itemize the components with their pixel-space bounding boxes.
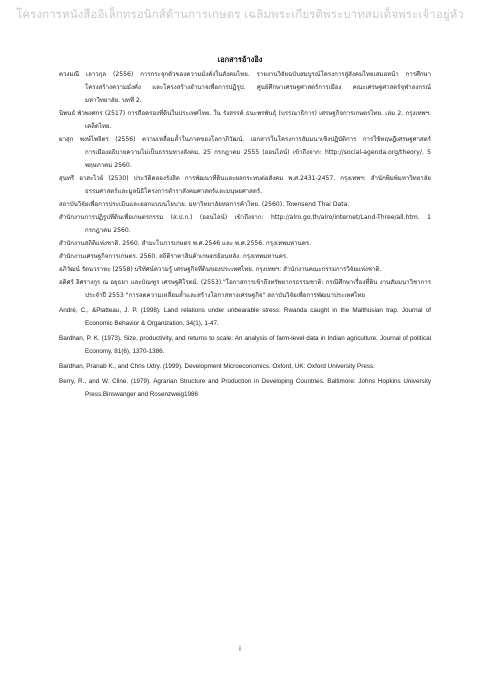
reference-item: ผาสุก พงษ์ไพจิตร (2556) ความเหลื่อมล้ำในภาคของโลกาภิวัฒน์. เอกสารในโครงการสัมมนาเชิงปฏิบัติการ การใช้ทฤษฎีเศรษฐศาสตร์การเมืองอธิบายความไม่เป็นธรรมทางสังคม, 25 กรกฎาคม 2555 (ออนไลน์) เข้าถึงจาก: http://social-agenda.org/theory/. 5 พฤษภาคม 2560. — [59, 136, 431, 169]
reference-item: สำนักงานสถิติแห่งชาติ. 2560. สำมะโนการเกษตร พ.ศ.2546 และ พ.ศ.2556. กรุงเทพมหานคร. — [59, 240, 312, 247]
reference-item: Bardhan, P. K. (1973). Size, productivity, and returns to scale: An analysis of farm-level data in Indian agriculture. Journal of political Economy, 81(6), 1370-1386. — [59, 335, 431, 355]
page-header: โครงการหนังสืออิเล็กทรอนิกส์ด้านการเกษตร เฉลิมพระเกียรติพระบาทสมเด็จพระเจ้าอยู่หัว — [16, 7, 464, 21]
section-title: เอกสารอ้างอิง — [217, 55, 263, 64]
reference-item: สถาบันวิจัยเพื่อการประเมินและออกแบบนโยบาย. มหาวิทยาลัยหอการค้าไทย. (2560). Townsend Thai Data. — [59, 201, 350, 208]
reference-item: ควงมณี เลาวกุล (2556) การกระจุกตัวของความมั่งคั่งในสังคมไทย. รายงานวิจัยฉบับสมบูรณ์โครงการสู่สังคมไทยเสมอหน้า การศึกษาโครงสร้างความมั่งคั่ง และโครงสร้างอำนาจเพื่อการปฏิรูป. ศูนย์ศึกษาเศรษฐศาสตร์การเมือง คณะเศรษฐศาสตร์จุฬาลงกรณ์มหาวิทยาลัย. บทที่ 2. — [59, 71, 431, 104]
reference-item: Bardhan, Pranab K., and Chris Udry. (1999). Development Microeconomics. Oxford, UK: Oxford University Press. — [59, 363, 375, 370]
page-number: i — [239, 645, 241, 653]
reference-item: André, C., &Platteau, J. P. (1998). Land relations under unbearable stress: Rwanda caught in the Malthusian trap. Journal of Economic Behavior & Organization, 34(1), 1-47. — [59, 307, 431, 327]
reference-item: สำนักงานการปฏิรูปที่ดินเพื่อเกษตรกรรม (ส.ป.ก.) (ออนไลน์) เข้าถึงจาก: http://alro.go.th/alro/internet/Land-Three/all.htm. 1 กรกฎาคม 2560. — [59, 214, 431, 234]
reference-item: Berry, R., and W. Cline. (1979). Agrarian Structure and Production in Developing Countries. Baltimore: Johns Hopkins University Press.Binswanger and Rosenzweig1986 — [59, 378, 431, 398]
reference-item: อดิศร์ อิศรางกูร ณ อยุธยา และบัณฑูร เศรษฐศิโรตม์. (2553)."โอกาสการเข้าถึงทรัพยากรธรรมชาติ: กรณีศึกษาเรื่องที่ดิน งานสัมมนาวิชาการประจำปี 2553 "การลดความเหลื่อมล้ำและสร้างโอกาสทางเศรษฐกิจ" สถาบันวิจัยเพื่อการพัฒนาประเทศไทย — [59, 279, 431, 299]
reference-item: สำนักงานเศรษฐกิจการเกษตร. 2560. สถิติราคาสินค้าเกษตรย้อนหลัง. กรุงเทพมหานคร. — [59, 253, 289, 260]
reference-item: สุนทรี อาสะไวย์ (2530) ประวัติคลองรังสิต การพัฒนาที่ดินและผลกระทบต่อสังคม พ.ศ.2431-2457. กรุงเทพฯ: สำนักพิมพ์มหาวิทยาลัยธรรมศาสตร์และมูลนิธิโครงการตำราสังคมศาสตร์และมนุษยศาสตร์. — [59, 175, 431, 195]
reference-item: อภิวัฒน์ รัตนวราหะ (2558) บริทัศน์ความรู้ เศรษฐกิจที่ดินของประเทศไทย. กรุงเทพฯ: สำนักงานคณะกรรมการวิจัยแห่งชาติ. — [59, 266, 382, 273]
reference-item: นิพนธ์ พัวพงศกร (2517) การถือครองที่ดินในประเทศไทย. ใน รังสรรค์ ธนะพรพันธุ์ (บรรณาธิการ) เศรษฐกิจการเกษตรไทย. เล่ม 2. กรุงเทพฯ: เคล็ดไทย. — [59, 110, 431, 130]
reference-list — [59, 68, 431, 401]
